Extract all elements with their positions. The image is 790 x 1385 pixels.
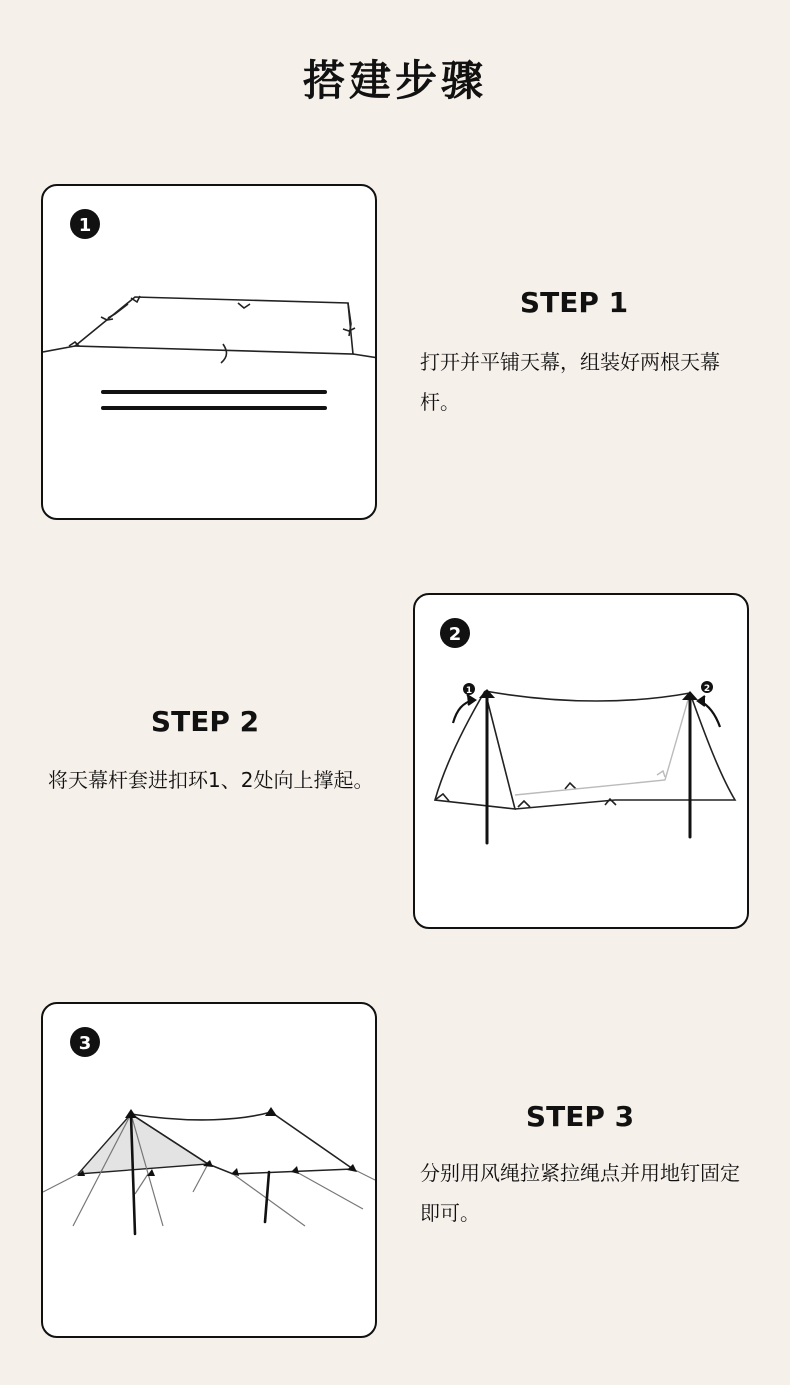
tarp-side-shade: [78, 1114, 208, 1174]
step-1-badge-number: 1: [78, 215, 92, 236]
step-1-drawing: [43, 186, 377, 520]
flat-tarp-icon: [43, 296, 377, 363]
tent-poles-icon: [487, 693, 690, 843]
apex-2: [682, 691, 698, 700]
step-3-illustration: [41, 1002, 377, 1338]
back-panel-lines: [515, 693, 690, 795]
step-3-label: STEP 3: [525, 1100, 635, 1133]
step-1-label: STEP 1: [519, 286, 629, 319]
step-2-description: 将天幕杆套进扣环1、2处向上撑起。: [48, 768, 374, 792]
marker-1-number: 1: [465, 686, 473, 696]
step-1-illustration: [41, 184, 377, 520]
step-2-illustration: [413, 593, 749, 929]
page-title: 搭建步骤: [302, 56, 487, 105]
tent-poles-icon: [103, 392, 325, 408]
step-3-badge-number: 3: [78, 1033, 92, 1054]
marker-2-number: 2: [703, 684, 711, 694]
step-2-drawing: [415, 595, 749, 929]
step-1-description: 打开并平铺天幕，组装好两根天幕杆。: [420, 350, 720, 414]
lift-arrow-1-icon: [453, 695, 475, 723]
step-3-drawing: [43, 1004, 377, 1338]
step-2-label: STEP 2: [150, 705, 260, 738]
apex-1: [479, 689, 495, 698]
step-3-description: 分别用风绳拉紧拉绳点并用地钉固定即可。: [420, 1161, 740, 1225]
step-2-badge-number: 2: [448, 624, 462, 645]
